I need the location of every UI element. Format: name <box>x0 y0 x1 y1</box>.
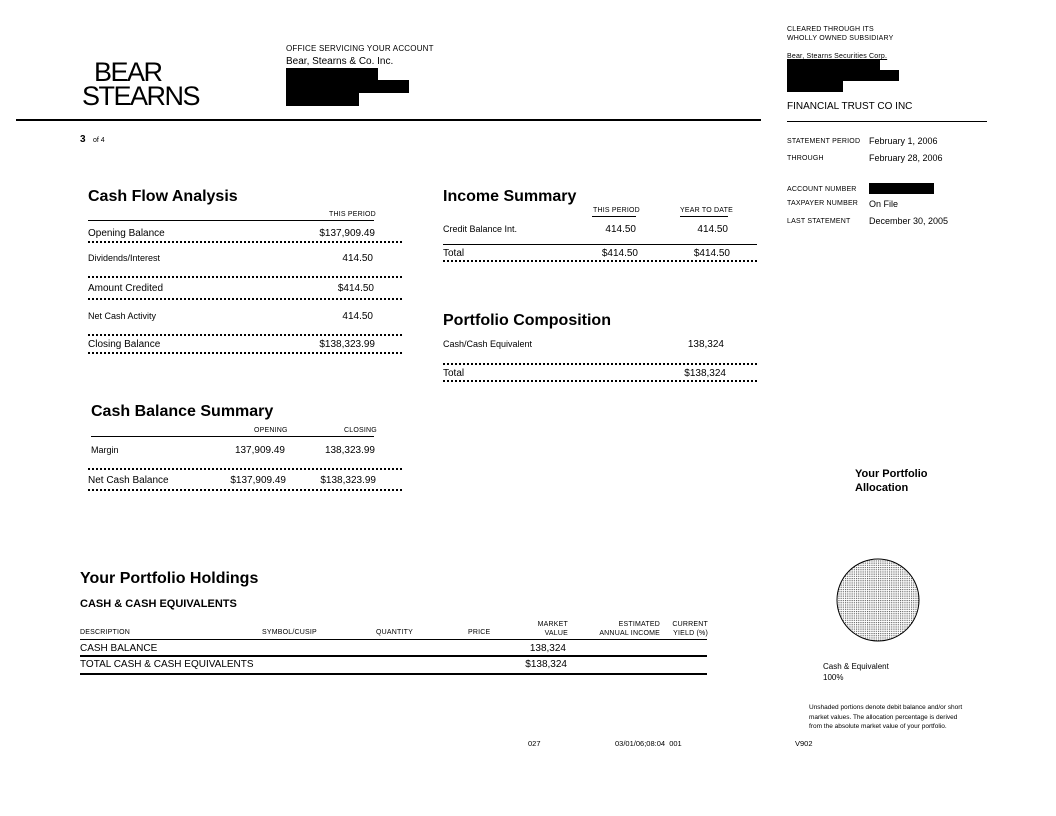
cash-balance-row-opening: 137,909.49 <box>234 445 285 456</box>
row-divider <box>443 260 757 262</box>
allocation-legend-pct: 100% <box>823 673 844 682</box>
logo-line-1: BEAR <box>94 57 162 87</box>
bear-stearns-logo <box>82 57 200 111</box>
col-yield-line-2: YIELD (%) <box>673 630 708 637</box>
cash-balance-col-closing: CLOSING <box>344 427 377 434</box>
col-est-income-line-2: ANNUAL INCOME <box>599 630 660 637</box>
allocation-title-line-1: Your Portfolio <box>855 468 928 480</box>
cash-balance-col-opening: OPENING <box>254 427 288 434</box>
last-statement-value: December 30, 2005 <box>869 216 949 226</box>
cash-balance-row-opening: $137,909.49 <box>230 475 286 486</box>
statement-period-label: STATEMENT PERIOD <box>787 138 861 145</box>
cash-balance-row-closing: 138,323.99 <box>324 445 375 456</box>
redacted-subsidiary-3 <box>787 81 843 92</box>
cash-balance-row-closing: $138,323.99 <box>320 475 376 486</box>
statement-period-start: February 1, 2006 <box>869 136 938 146</box>
row-divider <box>88 298 402 300</box>
row-divider <box>443 244 757 245</box>
logo-line-2: STEARNS <box>82 81 200 111</box>
income-row-label: Credit Balance Int. <box>443 224 518 234</box>
row-divider <box>88 241 402 243</box>
cash-balance-row-label: Margin <box>91 445 119 455</box>
cleared-line-2: WHOLLY OWNED SUBSIDIARY <box>787 35 894 42</box>
header-rule <box>16 119 761 121</box>
cash-flow-row-label: Opening Balance <box>88 228 165 239</box>
pie-slice-cash-equivalent <box>837 559 919 641</box>
allocation-footnote <box>809 703 962 732</box>
col-est-income-line-1: ESTIMATED <box>618 621 660 628</box>
composition-row-value: 138,324 <box>687 339 724 350</box>
cash-flow-row-value: $414.50 <box>337 283 374 294</box>
col-market-value-line-2: VALUE <box>544 630 568 637</box>
row-divider <box>88 352 402 354</box>
allocation-title <box>855 467 928 495</box>
cash-flow-row-value: 414.50 <box>342 311 373 322</box>
cash-balance-row-label: Net Cash Balance <box>88 475 169 486</box>
col-est-income <box>590 620 660 638</box>
holdings-section-title: CASH & CASH EQUIVALENTS <box>80 598 237 610</box>
cash-flow-title: Cash Flow Analysis <box>88 188 238 205</box>
col-price: PRICE <box>468 629 491 636</box>
holdings-row-market-value: 138,324 <box>529 643 566 654</box>
income-row-ytd: $414.50 <box>693 248 730 259</box>
row-divider <box>88 468 402 470</box>
footer-timestamp: 03/01/06;08:04 001 <box>615 739 682 748</box>
cash-flow-row-label: Closing Balance <box>88 339 161 350</box>
income-row-this-period: $414.50 <box>601 248 638 259</box>
redacted-account-number <box>869 183 934 194</box>
row-divider <box>443 363 757 365</box>
income-header-rule <box>592 216 636 217</box>
row-divider <box>88 276 402 278</box>
taxpayer-label: TAXPAYER NUMBER <box>787 200 859 207</box>
footer-code-1: 027 <box>528 739 541 748</box>
income-header-rule <box>680 216 728 217</box>
footer-code-2: V902 <box>795 739 813 748</box>
composition-row-label: Cash/Cash Equivalent <box>443 339 533 349</box>
col-market-value-line-1: MARKET <box>537 621 568 628</box>
cash-flow-row-value: $137,909.49 <box>319 228 375 239</box>
redacted-address-3 <box>286 93 359 106</box>
cash-balance-header-rule <box>91 436 374 437</box>
redacted-subsidiary-1 <box>787 60 880 70</box>
page-indicator <box>80 129 105 147</box>
cash-flow-col-header: THIS PERIOD <box>329 211 376 218</box>
holdings-title: Your Portfolio Holdings <box>80 570 259 587</box>
income-col-this-period: THIS PERIOD <box>593 207 640 214</box>
allocation-title-line-2: Allocation <box>855 482 909 494</box>
office-label: OFFICE SERVICING YOUR ACCOUNT <box>286 44 434 53</box>
col-yield-line-1: CURRENT <box>672 621 708 628</box>
income-row-ytd: 414.50 <box>697 224 728 235</box>
page-of: of 4 <box>93 137 105 144</box>
client-name: FINANCIAL TRUST CO INC <box>787 101 913 112</box>
composition-row-value: $138,324 <box>684 368 726 379</box>
holdings-row-rule <box>80 655 707 657</box>
redacted-address-2 <box>286 80 409 93</box>
income-row-label: Total <box>443 248 465 259</box>
cash-flow-row-label: Dividends/Interest <box>88 253 161 263</box>
holdings-row-description: CASH BALANCE <box>80 643 158 654</box>
last-statement-label: LAST STATEMENT <box>787 218 851 225</box>
holdings-total-rule <box>80 673 707 675</box>
cash-flow-row-label: Amount Credited <box>88 283 164 294</box>
office-name: Bear, Stearns & Co. Inc. <box>286 56 394 67</box>
allocation-pie-chart <box>834 556 922 644</box>
income-row-this-period: 414.50 <box>605 224 636 235</box>
col-description: DESCRIPTION <box>80 629 131 636</box>
holdings-header-rule <box>80 639 707 640</box>
pie-slices <box>837 559 919 641</box>
income-summary-title: Income Summary <box>443 188 577 205</box>
redacted-subsidiary-2 <box>787 70 899 81</box>
cash-flow-row-value: $138,323.99 <box>319 339 375 350</box>
col-yield <box>666 620 708 638</box>
footnote-line-1: Unshaded portions denote debit balance and/or short <box>809 704 963 711</box>
cash-flow-row-value: 414.50 <box>342 253 373 264</box>
cash-flow-row-label: Net Cash Activity <box>88 311 157 321</box>
col-market-value <box>520 620 568 638</box>
holdings-row-description: TOTAL CASH & CASH EQUIVALENTS <box>80 659 254 670</box>
composition-row-label: Total <box>443 368 465 379</box>
row-divider <box>88 489 402 491</box>
taxpayer-value: On File <box>869 199 899 209</box>
subsidiary-name: Bear, Stearns Securities Corp. <box>787 53 888 60</box>
portfolio-composition-title: Portfolio Composition <box>443 312 611 329</box>
col-quantity: QUANTITY <box>376 629 413 636</box>
cleared-line-1: CLEARED THROUGH ITS <box>787 26 874 33</box>
statement-period-end: February 28, 2006 <box>869 153 943 163</box>
row-divider <box>88 334 402 336</box>
holdings-row-market-value: $138,324 <box>525 659 567 670</box>
through-label: THROUGH <box>787 155 824 162</box>
cash-balance-title: Cash Balance Summary <box>91 403 274 420</box>
page-number: 3 <box>80 134 86 145</box>
col-symbol: SYMBOL/CUSIP <box>262 629 317 636</box>
footnote-line-3: from the absolute market value of your portfolio. <box>809 723 947 730</box>
account-number-label: ACCOUNT NUMBER <box>787 186 857 193</box>
allocation-legend-label: Cash & Equivalent <box>823 662 889 671</box>
right-header-rule <box>787 121 987 122</box>
redacted-address-1 <box>286 68 378 80</box>
row-divider <box>443 380 757 382</box>
cash-flow-header-rule <box>88 220 374 221</box>
income-col-ytd: YEAR TO DATE <box>680 207 733 214</box>
footnote-line-2: market values. The allocation percentage is derived <box>809 713 958 721</box>
